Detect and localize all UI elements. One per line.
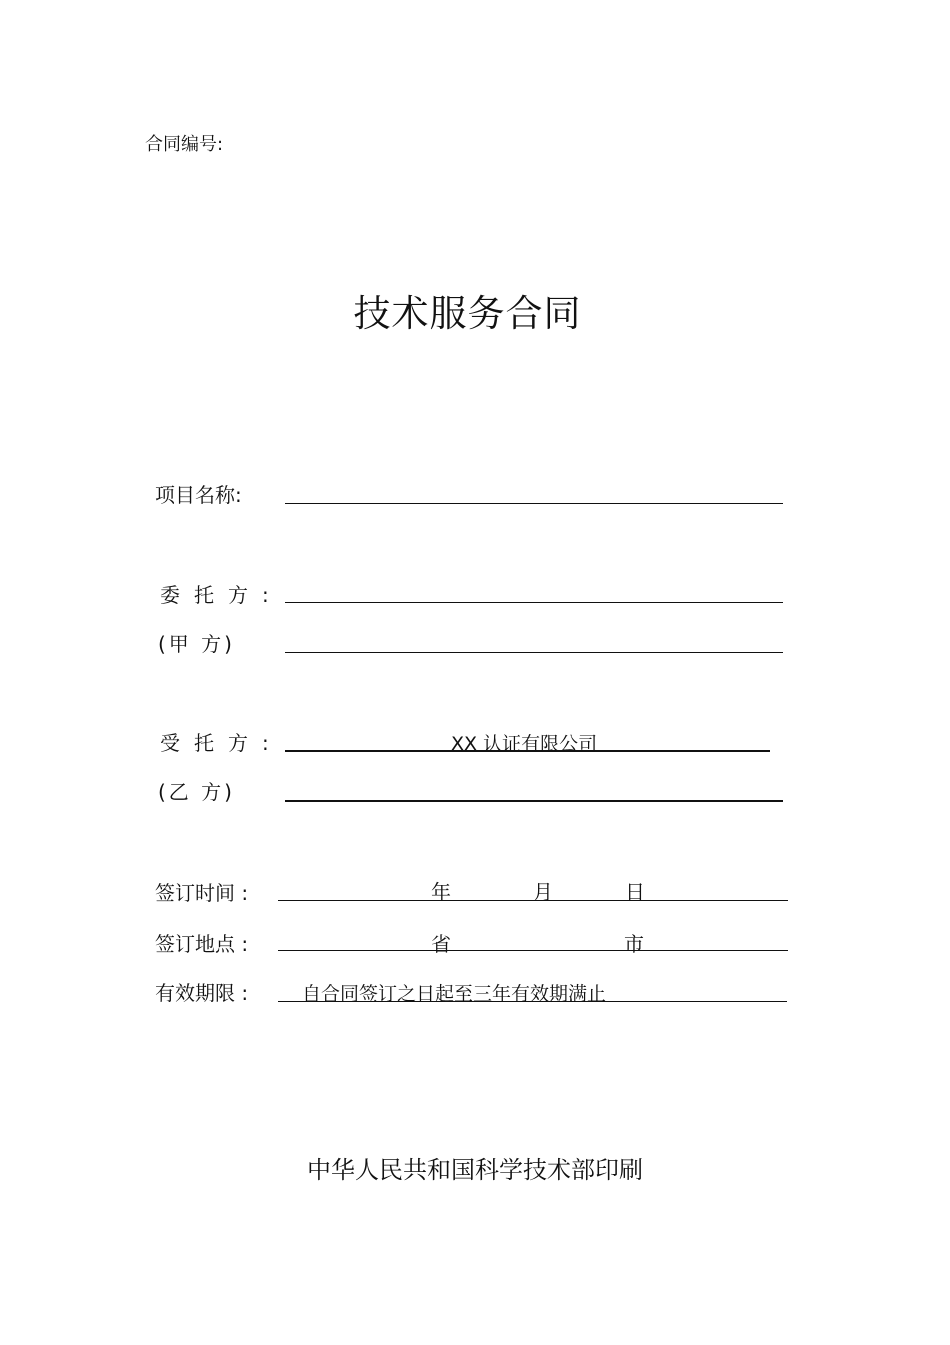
signing-date-label: 签订时间 : bbox=[155, 881, 249, 905]
signing-date-day-unit: 日 bbox=[625, 880, 645, 904]
signing-date-year-unit: 年 bbox=[431, 880, 451, 904]
signing-place-label: 签订地点 : bbox=[155, 932, 249, 956]
client-party-a-label: (甲 方) bbox=[158, 632, 235, 656]
project-name-field-line[interactable] bbox=[285, 503, 783, 504]
contractor-party-b-field-line[interactable] bbox=[285, 800, 783, 802]
contract-number-label: 合同编号: bbox=[145, 134, 224, 155]
signing-place-field-line[interactable] bbox=[278, 950, 788, 951]
project-name-label: 项目名称: bbox=[155, 483, 242, 507]
document-title: 技术服务合同 bbox=[353, 292, 582, 335]
signing-date-month-unit: 月 bbox=[533, 880, 553, 904]
signing-place-province-unit: 省 bbox=[431, 932, 451, 956]
contractor-name-value: XX 认证有限公司 bbox=[451, 733, 598, 755]
contractor-label: 受托方: bbox=[160, 731, 283, 755]
validity-value: 自合同签订之日起至三年有效期满止 bbox=[302, 983, 607, 1005]
client-party-a-field-line[interactable] bbox=[285, 652, 783, 653]
contractor-party-b-label: (乙 方) bbox=[158, 780, 235, 804]
validity-label: 有效期限 : bbox=[155, 981, 249, 1005]
client-label: 委托方: bbox=[160, 583, 283, 607]
printer-footer: 中华人民共和国科学技术部印刷 bbox=[307, 1156, 643, 1184]
client-field-line[interactable] bbox=[285, 602, 783, 603]
signing-place-city-unit: 市 bbox=[624, 932, 644, 956]
